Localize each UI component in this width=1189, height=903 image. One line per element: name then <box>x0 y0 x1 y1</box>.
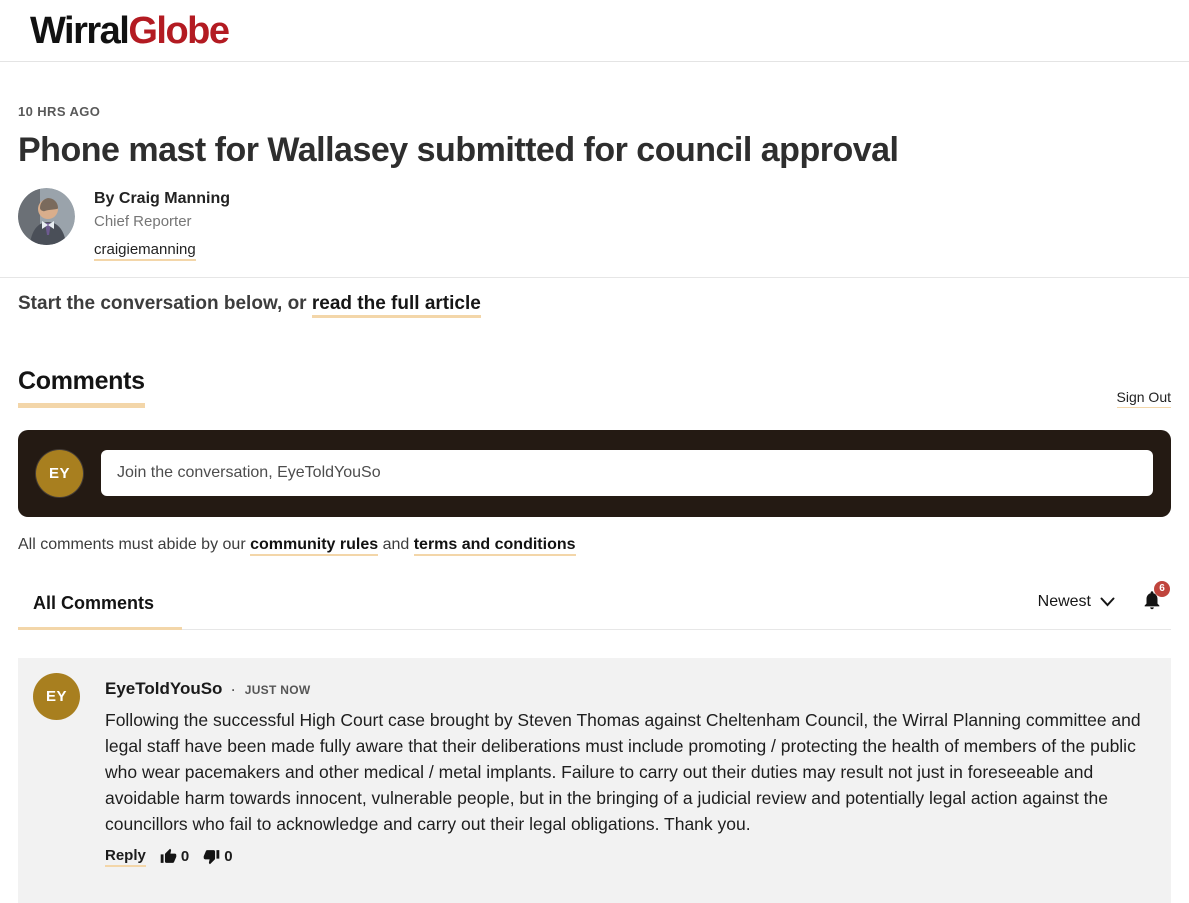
author-avatar[interactable] <box>18 188 75 245</box>
byline-handle-link[interactable]: craigiemanning <box>94 241 196 261</box>
byline-author: By Craig Manning <box>94 189 231 207</box>
byline-role: Chief Reporter <box>94 212 192 230</box>
logo-wirral: Wirral <box>30 9 129 52</box>
commenter-avatar[interactable]: EY <box>33 673 80 720</box>
main-content <box>0 104 1189 903</box>
byline-divider <box>0 277 1189 278</box>
comment-composer <box>18 430 1171 517</box>
notifications-button[interactable] <box>1141 583 1165 617</box>
thumbs-up-icon <box>160 848 177 865</box>
like-button[interactable] <box>160 848 189 865</box>
rules-prefix: All comments must abide by our <box>18 535 251 553</box>
comment-input[interactable] <box>101 450 1153 496</box>
rules-middle: and <box>378 535 414 553</box>
comment-actions <box>105 847 1147 867</box>
author-portrait-image <box>18 188 75 245</box>
cta-prefix: Start the conversation below, or <box>18 292 312 314</box>
article-timestamp: 10 HRS AGO <box>18 104 101 119</box>
comment-username[interactable]: EyeToldYouSo <box>105 678 223 698</box>
sort-dropdown[interactable] <box>1038 593 1115 611</box>
site-header <box>0 0 1189 62</box>
dislike-button[interactable] <box>203 848 232 865</box>
chevron-down-icon <box>1100 597 1115 607</box>
comments-heading: Comments <box>18 367 145 408</box>
site-logo[interactable] <box>30 9 229 52</box>
conversation-cta <box>18 293 1171 315</box>
comment-timestamp: JUST NOW <box>244 682 311 697</box>
toolbar-right <box>1037 583 1171 629</box>
article-title: Phone mast for Wallasey submitted for council approval <box>18 131 899 169</box>
tab-all-comments[interactable]: All Comments <box>18 593 182 630</box>
comment-item <box>18 658 1171 903</box>
reply-button[interactable]: Reply <box>105 847 146 867</box>
community-rules-line <box>18 536 1171 554</box>
comments-header-row <box>18 367 1171 408</box>
sort-label: Newest <box>1037 593 1091 610</box>
thumbs-down-icon <box>203 848 220 865</box>
terms-and-conditions-link[interactable]: terms and conditions <box>414 536 576 556</box>
community-rules-link[interactable]: community rules <box>250 536 378 556</box>
sign-out-link[interactable]: Sign Out <box>1117 389 1171 408</box>
dislike-count: 0 <box>224 848 233 865</box>
user-avatar[interactable]: EY <box>36 450 83 497</box>
logo-globe: Globe <box>128 9 229 52</box>
comment-body: Following the successful High Court case brought by Steven Thomas against Cheltenham Council, the Wirral Planning committee and legal staff have been made fully aware that their deliberations must include promoting / protecting the health of members of the public who wear pacemakers and other medical / metal implants. Failure to carry out their duties may result not just in foreseeable and avoidable harm towards innocent, vulnerable people, but in the bringing of a judicial review and potentially legal action against the councillors who fail to acknowledge and carry out their legal obligations. Thank you. <box>105 709 1141 834</box>
notifications-count-badge: 6 <box>1154 581 1170 597</box>
read-full-article-link[interactable]: read the full article <box>312 293 481 318</box>
comment-meta <box>105 679 1147 699</box>
comment-content <box>105 673 1147 867</box>
byline <box>18 188 1171 261</box>
comment-time-separator: · <box>231 682 236 697</box>
like-count: 0 <box>180 848 190 865</box>
comments-toolbar <box>18 583 1171 630</box>
byline-text <box>94 188 230 261</box>
